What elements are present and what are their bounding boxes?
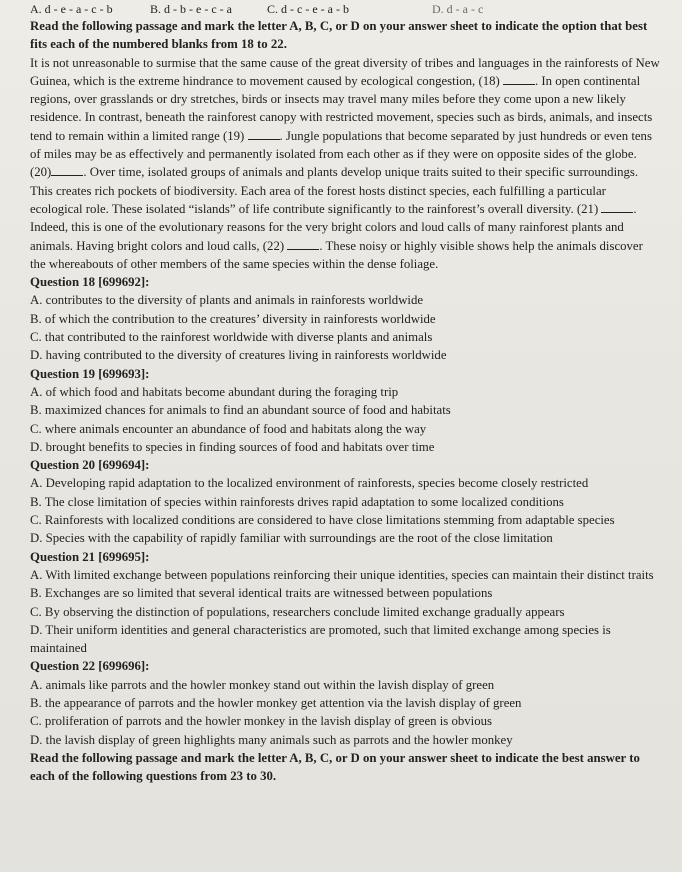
question-title: Question 18 [699692]: bbox=[30, 275, 150, 290]
passage-text: . Over time, isolated groups of animals and plants develop unique traits suited to their specific surroundings. This creates rich pockets of biodiversity. Each area of the forest hosts distinct species, each fulfilling a particular ecological role. These isolated “islands” of life contribute significantly to the rainforest’s overall diversity. (21) bbox=[30, 165, 639, 216]
answer-option[interactable]: C. where animals encounter an abundance of food and habitats along the way bbox=[30, 421, 427, 436]
answer-option[interactable]: A. contributes to the diversity of plants and animals in rainforests worldwide bbox=[30, 293, 424, 308]
passage-text: It is not unreasonable to surmise that the same cause of the great diversity of tribes and languages in the rainforests of New Guinea, which is the extreme hindrance to movement caused by ecological congestion, (18) bbox=[30, 55, 660, 88]
next-section-instruction: Read the following passage and mark the letter A, B, C, or D on your answer sheet to indicate the best answer to each of the following questions from 23 to 30. bbox=[30, 750, 640, 784]
answer-option[interactable]: A. With limited exchange between populations reinforcing their unique identities, species can maintain their distinct traits bbox=[30, 567, 654, 582]
answer-option[interactable]: B. Exchanges are so limited that several identical traits are witnessed between populations bbox=[30, 586, 493, 601]
answer-option[interactable]: B. maximized chances for animals to find an abundant source of food and habitats bbox=[30, 403, 451, 418]
answer-option[interactable]: D. the lavish display of green highlights many animals such as parrots and the howler monkey bbox=[30, 732, 513, 747]
answer-option[interactable]: B. the appearance of parrots and the howler monkey get attention via the lavish display of green bbox=[30, 695, 522, 710]
passage-paragraph-1 bbox=[30, 54, 660, 164]
answer-option[interactable]: C. proliferation of parrots and the howler monkey in the lavish display of green is obvious bbox=[30, 714, 493, 729]
option-a: A. d - e - a - c - b bbox=[30, 2, 113, 16]
answer-option[interactable]: D. having contributed to the diversity of creatures living in rainforests worldwide bbox=[30, 348, 447, 363]
passage-text: . In open continental regions, over grasslands or dry stretches, birds or insects may travel many miles before they come upon a new likely residence. In contrast, beneath the rainforest canopy with restricted movement, species such as birds, animals, and insects tend to remain within a limited range (19) bbox=[30, 73, 653, 143]
question-22 bbox=[30, 657, 660, 748]
passage-paragraph-2 bbox=[30, 163, 660, 218]
answer-option[interactable]: C. By observing the distinction of populations, researchers conclude limited exchange gradually appears bbox=[30, 604, 565, 619]
passage-text: (20) bbox=[30, 165, 52, 180]
question-title: Question 19 [699693]: bbox=[30, 366, 150, 381]
option-b: B. d - b - e - c - a bbox=[150, 2, 232, 16]
question-title: Question 21 [699695]: bbox=[30, 549, 150, 564]
answer-option[interactable]: C. that contributed to the rainforest worldwide with diverse plants and animals bbox=[30, 330, 433, 345]
answer-option[interactable]: A. Developing rapid adaptation to the localized environment of rainforests, species become closely restricted bbox=[30, 476, 589, 491]
exam-content bbox=[30, 17, 660, 785]
blank-22 bbox=[287, 237, 319, 250]
answer-option[interactable]: B. The close limitation of species within rainforests drives rapid adaptation to some localized conditions bbox=[30, 494, 564, 509]
passage-text: Indeed, this is one of the evolutionary reasons for the very bright colors and loud calls of many rainforest plants and animals. Having bright colors and loud calls, (22) bbox=[30, 220, 624, 253]
passage-text: . These noisy or highly visible shows help the animals discover the whereabouts of other members of the same species within the dense foliage. bbox=[30, 238, 643, 271]
question-20 bbox=[30, 456, 660, 547]
answer-option[interactable]: D. Their uniform identities and general characteristics are promoted, such that limited exchange among species is maintained bbox=[30, 622, 611, 656]
question-19 bbox=[30, 365, 660, 456]
answer-option[interactable]: D. Species with the capability of rapidly familiar with surroundings are the root of the close limitation bbox=[30, 531, 553, 546]
answer-option[interactable]: A. of which food and habitats become abundant during the foraging trip bbox=[30, 384, 399, 399]
blank-19 bbox=[248, 127, 280, 140]
question-title: Question 20 [699694]: bbox=[30, 458, 150, 473]
passage-text: . bbox=[633, 201, 637, 216]
question-21 bbox=[30, 548, 660, 658]
blank-20 bbox=[51, 163, 83, 176]
answer-option[interactable]: B. of which the contribution to the creatures’ diversity in rainforests worldwide bbox=[30, 311, 436, 326]
option-c: C. d - c - e - a - b bbox=[267, 2, 349, 16]
passage-paragraph-3 bbox=[30, 218, 660, 273]
option-d: D. d - a - c bbox=[432, 2, 484, 16]
instruction-heading: Read the following passage and mark the letter A, B, C, or D on your answer sheet to indicate the option that best fits each of the numbered blanks from 18 to 22. bbox=[30, 19, 648, 52]
blank-21 bbox=[601, 200, 633, 213]
blank-18 bbox=[503, 72, 535, 85]
question-18 bbox=[30, 273, 660, 364]
answer-option[interactable]: D. brought benefits to species in finding sources of food and habitats over time bbox=[30, 439, 435, 454]
answer-option[interactable]: A. animals like parrots and the howler monkey stand out within the lavish display of green bbox=[30, 677, 495, 692]
answer-option[interactable]: C. Rainforests with localized conditions are considered to have close limitations stemming from adaptable species bbox=[30, 513, 615, 528]
question-title: Question 22 [699696]: bbox=[30, 659, 150, 674]
passage-text: . Jungle populations that become separated by just hundreds or even tens of miles may be as effectively and permanently isolated from each other as if they were on opposite sides of the globe. bbox=[30, 128, 652, 162]
